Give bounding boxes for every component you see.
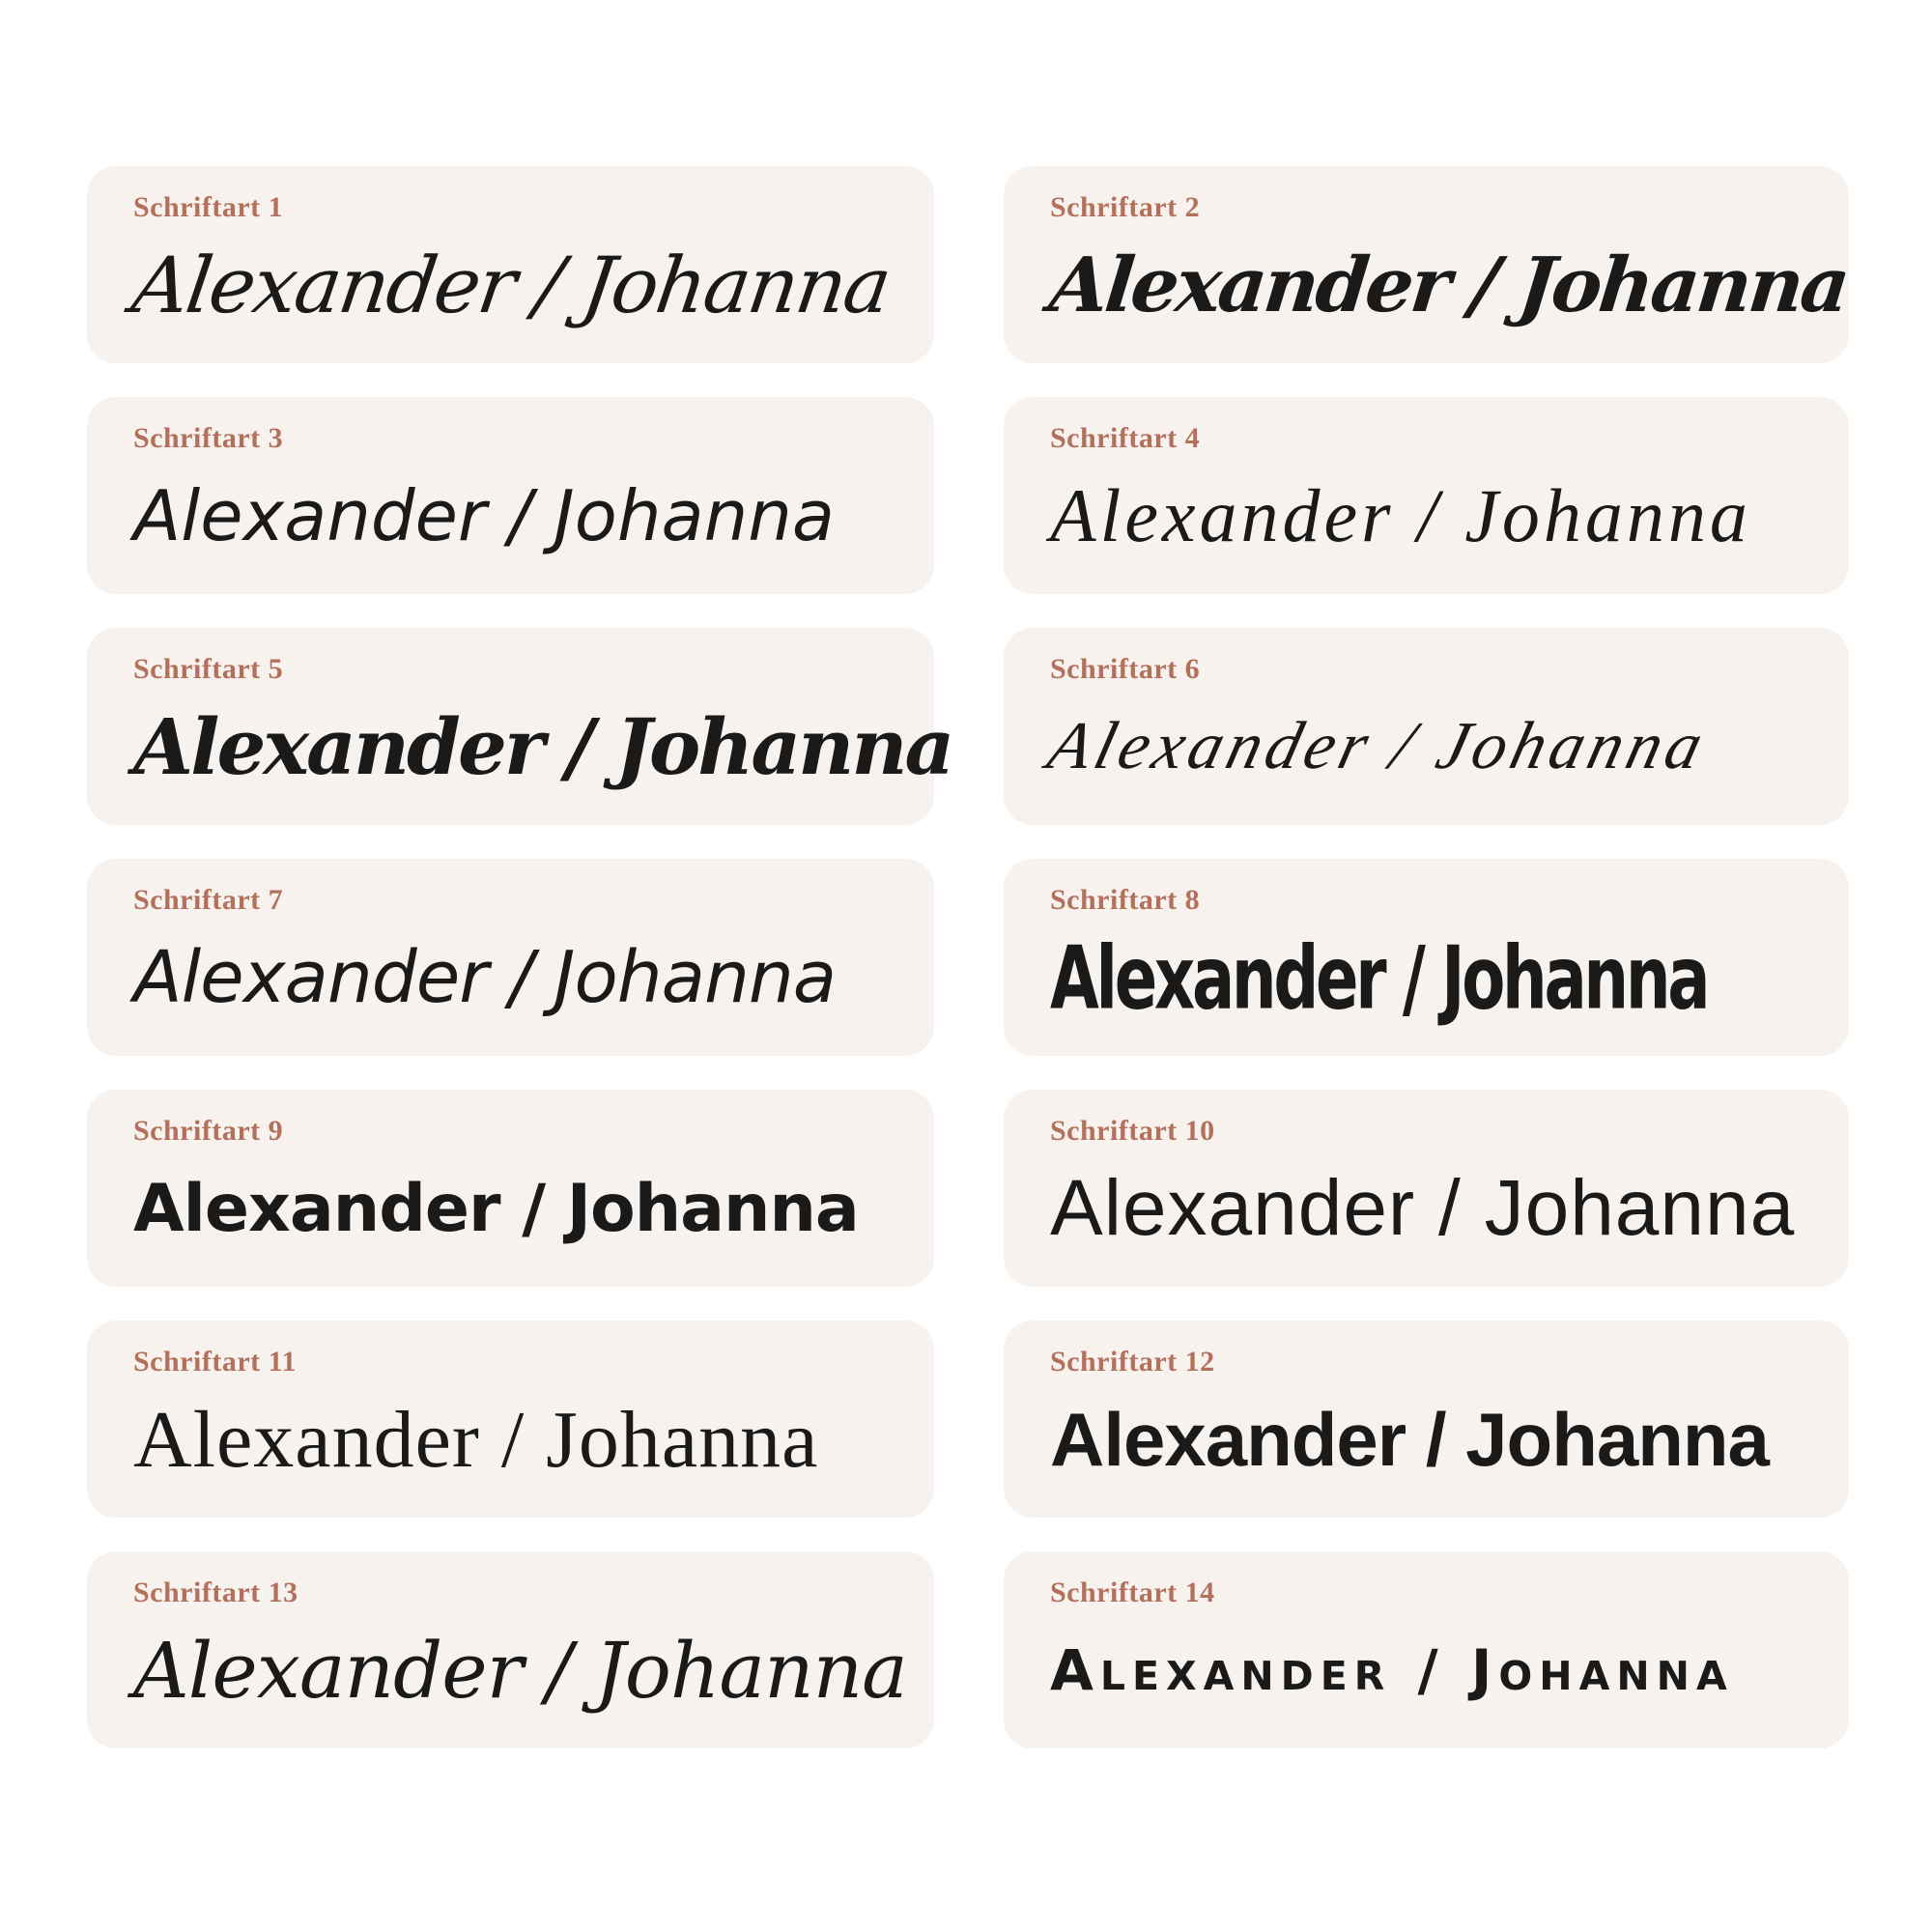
font-preview-text: Alexander / Johanna — [1045, 241, 1852, 329]
font-sample-label: Schriftart 1 — [133, 191, 284, 223]
font-preview-area — [1050, 1609, 1803, 1731]
font-sample-label: Schriftart 7 — [133, 884, 284, 916]
font-sample-label: Schriftart 4 — [1050, 422, 1201, 454]
font-sample-label: Schriftart 5 — [133, 653, 284, 685]
font-preview-text: Alexander / Johanna — [133, 1394, 819, 1485]
font-sample-card-1 — [87, 166, 934, 363]
font-preview-area — [1045, 224, 1852, 346]
font-preview-area — [133, 686, 952, 808]
font-preview-area — [133, 1148, 888, 1269]
font-sample-label: Schriftart 3 — [133, 422, 284, 454]
font-sample-label: Schriftart 12 — [1050, 1346, 1215, 1378]
font-preview-text: Alexander / Johanna — [1050, 926, 1708, 1029]
font-preview-area — [127, 224, 895, 346]
font-sample-label: Schriftart 6 — [1050, 653, 1201, 685]
font-preview-area — [1050, 1148, 1803, 1269]
font-sample-card-5 — [87, 628, 952, 825]
font-sample-label: Schriftart 14 — [1050, 1577, 1215, 1608]
font-sample-card-2 — [1004, 166, 1852, 363]
font-sample-card-10 — [1004, 1090, 1849, 1287]
font-preview-text: Alexander / Johanna — [133, 475, 835, 556]
font-preview-text: Alexander / Johanna — [1050, 1637, 1734, 1703]
font-preview-text: Alexander / Johanna — [1040, 709, 1715, 783]
font-sample-card-6 — [1004, 628, 1849, 825]
font-sample-label: Schriftart 13 — [133, 1577, 298, 1608]
font-sample-card-7 — [87, 859, 934, 1056]
font-sample-label: Schriftart 2 — [1050, 191, 1201, 223]
font-sample-card-8 — [1004, 859, 1849, 1056]
font-preview-text: Alexander / Johanna — [1050, 1164, 1796, 1252]
font-preview-area — [133, 917, 888, 1038]
font-preview-text: Alexander / Johanna — [133, 1170, 859, 1247]
font-preview-area — [1050, 1378, 1803, 1500]
font-preview-area — [133, 1378, 888, 1500]
font-sample-label: Schriftart 9 — [133, 1115, 284, 1147]
font-preview-area — [133, 1609, 907, 1731]
font-sample-card-13 — [87, 1551, 934, 1748]
font-sample-card-9 — [87, 1090, 934, 1287]
font-sample-label: Schriftart 11 — [133, 1346, 297, 1378]
font-sample-card-3 — [87, 397, 934, 594]
font-sample-sheet — [87, 166, 1852, 1748]
font-sample-card-11 — [87, 1321, 934, 1518]
font-preview-area — [1050, 917, 1803, 1038]
font-preview-text: Alexander / Johanna — [133, 936, 837, 1019]
font-preview-text: Alexander / Johanna — [127, 240, 895, 330]
font-sample-label: Schriftart 8 — [1050, 884, 1201, 916]
font-preview-text: Alexander / Johanna — [1050, 1396, 1769, 1482]
font-sample-card-12 — [1004, 1321, 1849, 1518]
font-sample-card-4 — [1004, 397, 1849, 594]
font-preview-text: Alexander / Johanna — [1050, 473, 1751, 557]
font-preview-area — [1050, 455, 1803, 577]
font-sample-card-14 — [1004, 1551, 1849, 1748]
font-preview-text: Alexander / Johanna — [133, 1625, 907, 1716]
font-preview-area — [133, 455, 888, 577]
font-preview-text: Alexander / Johanna — [133, 701, 952, 792]
font-sample-label: Schriftart 10 — [1050, 1115, 1215, 1147]
font-preview-area — [1040, 686, 1803, 808]
